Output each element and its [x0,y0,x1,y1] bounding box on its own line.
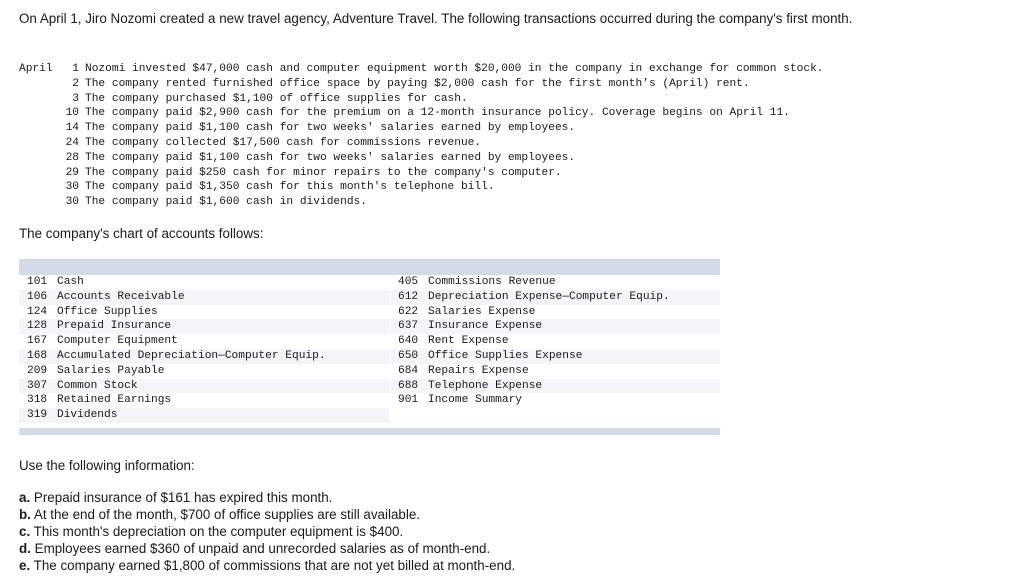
account-number: 650 [398,349,419,362]
transaction-day: 3 [72,92,79,105]
transaction-row [19,106,824,121]
account-row [19,393,389,408]
account-row [390,349,720,364]
transaction-text: The company paid $1,100 cash for two weeks' salaries earned by employees. [85,122,576,135]
info-item-letter: d. [19,541,31,556]
info-item [19,523,515,540]
transaction-text: The company paid $1,350 cash for this month's telephone bill. [85,181,495,194]
transaction-row [19,121,824,136]
account-name: Insurance Expense [428,320,543,333]
transaction-row [19,151,824,166]
transaction-month [19,92,63,107]
account-name: Commissions Revenue [428,276,556,288]
table-header-bar [19,259,720,275]
transaction-day: 24 [65,136,79,149]
account-row [19,319,389,334]
transaction-month [19,166,63,181]
adjustment-info-list [19,489,515,574]
info-item-text: Employees earned $360 of unpaid and unrecorded salaries as of month-end. [34,541,491,556]
transaction-row [19,92,824,107]
transaction-row [19,166,824,181]
info-item [19,557,515,574]
account-name: Cash [57,276,84,288]
account-row [390,275,720,290]
account-number: 612 [398,290,419,303]
info-item-text: Prepaid insurance of $161 has expired this month. [33,490,333,505]
account-name: Office Supplies Expense [428,349,583,362]
account-row [19,408,389,423]
account-name: Retained Earnings [57,394,172,407]
account-row [19,275,389,290]
transaction-day: 30 [65,181,79,194]
info-item-letter: c. [19,524,31,539]
chart-of-accounts-table [19,259,720,435]
intro-paragraph: On April 1, Jiro Nozomi created a new travel agency, Adventure Travel. The following transactions occurred during the company's first month. [19,11,853,26]
account-name: Accounts Receivable [57,290,185,303]
info-item [19,540,515,557]
account-number: 124 [27,305,48,318]
transaction-day: 14 [65,122,79,135]
transactions-list [19,62,824,210]
account-name: Repairs Expense [428,364,529,377]
info-item-letter: a. [19,490,31,505]
transaction-row [19,136,824,151]
transaction-month [19,77,63,92]
transaction-month [19,121,63,136]
info-item-letter: e. [19,558,31,573]
account-row [19,305,389,320]
info-item-text: This month's depreciation on the computer equipment is $400. [33,524,404,539]
transaction-day: 30 [65,196,79,209]
account-name: Salaries Expense [428,305,536,318]
transaction-day: 28 [65,151,79,164]
account-number: 684 [398,364,419,377]
account-number: 622 [398,305,419,318]
info-item-letter: b. [19,507,31,522]
account-row [390,334,720,349]
transaction-month [19,195,63,210]
transaction-month [19,180,63,195]
transaction-text: The company paid $250 cash for minor repairs to the company's computer. [85,166,562,179]
transaction-day: 10 [65,107,79,120]
account-row [390,319,720,334]
account-number: 307 [27,379,48,392]
account-name: Telephone Expense [428,379,543,392]
account-row [390,364,720,379]
account-number: 167 [27,335,48,348]
account-name: Prepaid Insurance [57,320,172,333]
account-number: 128 [27,320,48,333]
account-name: Salaries Payable [57,364,165,377]
account-row [390,290,720,305]
account-row [19,334,389,349]
account-name: Dividends [57,409,118,422]
account-number: 640 [398,335,419,348]
account-number: 319 [27,409,48,422]
account-number: 405 [398,276,419,288]
info-item-text: The company earned $1,800 of commissions that are not yet billed at month-end. [33,558,516,573]
account-name: Common Stock [57,379,138,392]
account-number: 106 [27,290,48,303]
transaction-row [19,77,824,92]
chart-of-accounts-label: The company's chart of accounts follows: [19,226,264,241]
transaction-row [19,195,824,210]
account-name: Rent Expense [428,335,509,348]
transaction-text: The company paid $1,100 cash for two weeks' salaries earned by employees. [85,151,576,164]
transaction-row [19,180,824,195]
account-name: Office Supplies [57,305,158,318]
info-label: Use the following information: [19,458,195,473]
account-number: 168 [27,349,48,362]
account-row [19,364,389,379]
transaction-month: April [19,63,53,75]
account-row [390,379,720,394]
account-name: Computer Equipment [57,335,178,348]
transaction-text: The company paid $1,600 cash in dividends. [85,196,367,209]
accounts-right-column [390,275,720,408]
account-number: 688 [398,379,419,392]
account-row [19,349,389,364]
account-number: 209 [27,364,48,377]
account-number: 637 [398,320,419,333]
transaction-text: The company collected $17,500 cash for commissions revenue. [85,136,482,149]
transaction-month [19,136,63,151]
transaction-text: The company rented furnished office space by paying $2,000 cash for the first month’s (April) rent. [85,77,750,90]
account-row [390,305,720,320]
transaction-row [19,62,824,77]
account-number: 318 [27,394,48,407]
accounts-left-column [19,275,389,423]
account-name: Accumulated Depreciation—Computer Equip. [57,349,326,362]
transaction-day: 2 [72,77,79,90]
transaction-text: The company purchased $1,100 of office supplies for cash. [85,92,468,105]
transaction-month [19,106,63,121]
transaction-text: The company paid $2,900 cash for the premium on a 12-month insurance policy. Coverage begins on April 11. [85,107,790,120]
account-name: Income Summary [428,394,522,407]
account-row [19,379,389,394]
info-item [19,489,515,506]
account-row [390,393,720,408]
transaction-text: Nozomi invested $47,000 cash and computer equipment worth $20,000 in the company in exchange for common stock. [85,63,824,75]
account-number: 101 [27,276,48,288]
transaction-month [19,151,63,166]
transaction-day: 1 [72,63,79,75]
account-number: 901 [398,394,419,407]
account-name: Depreciation Expense—Computer Equip. [428,290,670,303]
table-footer-bar [19,428,720,435]
account-row [19,290,389,305]
info-item [19,506,515,523]
info-item-text: At the end of the month, $700 of office supplies are still available. [33,507,420,522]
transaction-day: 29 [65,166,79,179]
